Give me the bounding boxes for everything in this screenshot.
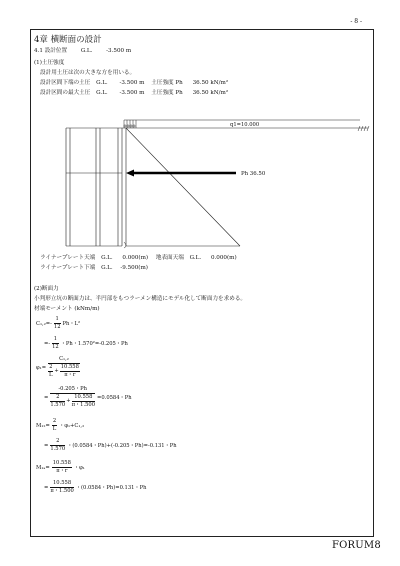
equation-phi1-value: = -0.205・Ph $\frac{2}{1.570}$ + $\frac{10.558}{\pi・1.500}$ =0.0584・Ph <box>44 386 132 408</box>
row-gl: G.L. <box>96 80 108 86</box>
earth-pressure-row <box>40 88 228 96</box>
equation-m12-value: = $\frac{2}{1.570}$ ・(0.0584・Ph)+(-0.205・Ph)=-0.131・Ph <box>44 438 177 452</box>
equation-m12: M₁₂= $\frac{2}{L}$ ・φ₁+C₁,₂ <box>36 418 85 432</box>
moment-heading: 材端モーメント (kNm/m) <box>34 306 100 312</box>
earth-pressure-row <box>40 78 228 86</box>
liner-top-gl: G.L. <box>101 255 113 261</box>
equation-phi1: φ₁= C₁,₂ $\frac{2}{L}$ + $\frac{10.558}{\pi・r}$ <box>36 356 79 378</box>
equation-c12-value: =- $\frac{1}{12}$ ・Ph・1.570²=-0.205・Ph <box>44 336 128 350</box>
section-title: 4.1 設計位置 <box>34 48 68 54</box>
row-gl: G.L. <box>96 90 108 96</box>
surcharge-label: q1=10.000 <box>230 122 260 128</box>
row-depth: -3.500 m <box>119 80 145 86</box>
liner-plate-body <box>66 128 122 246</box>
row-label: 設計区間下端の土圧 <box>40 80 91 86</box>
ground-top-label: 地表面天端 <box>155 255 184 261</box>
earth-pressure-intro: 設計用土圧は次の大きな方を用いる。 <box>40 70 136 76</box>
row-depth: -3.500 m <box>119 90 145 96</box>
ground-top-value: 0.000(m) <box>210 255 237 261</box>
section-gl-value: -3.500 m <box>106 48 132 54</box>
section-gl-label: G.L. <box>80 48 93 54</box>
earth-pressure-diagram <box>60 118 376 250</box>
ground-hatch <box>358 126 369 131</box>
liner-bottom-label: ライナープレート下端 <box>40 265 96 271</box>
liner-bottom-row <box>40 263 148 271</box>
page-number: - 8 - <box>350 18 362 25</box>
section-heading <box>34 46 131 54</box>
equation-m1a: M₁ₐ= $\frac{10.558}{\pi・r}$ ・φ₁ <box>36 460 85 474</box>
equation-m1a-value: = $\frac{10.558}{\pi・1.500}$ ・(0.0584・Ph)=0.131・Ph <box>44 480 147 494</box>
ph-label: Ph 36.50 <box>241 171 266 177</box>
liner-bottom-gl: G.L. <box>101 265 113 271</box>
ph-arrowhead <box>126 170 134 177</box>
pressure-triangle <box>126 128 240 246</box>
section-force-intro: 小判形立坑の断面力は、半円部をもつラーメン構造にモデル化して断面力を求める。 <box>34 296 247 302</box>
footer-brand: FORUM8 <box>332 540 381 551</box>
equation-c12: C₁,₂=- $\frac{1}{12}$ Ph・L² <box>36 316 81 330</box>
earth-pressure-heading: (1)土圧強度 <box>34 60 65 66</box>
liner-bottom-value: -9.500(m) <box>120 265 148 271</box>
row-ph-label: 土圧強度 Ph <box>151 80 183 86</box>
liner-top-value: 0.000(m) <box>122 255 149 261</box>
liner-top-row <box>40 253 237 261</box>
row-ph-value: 36.50 kN/m² <box>192 90 229 96</box>
ground-top-gl: G.L. <box>189 255 202 261</box>
chapter-title: 4章 横断面の設計 <box>34 35 102 45</box>
section-force-heading: (2)断面力 <box>34 286 59 292</box>
row-ph-value: 36.50 kN/m² <box>192 80 229 86</box>
row-label: 設計区間の最大土圧 <box>40 90 91 96</box>
liner-top-label: ライナープレート天端 <box>40 255 96 261</box>
row-ph-label: 土圧強度 Ph <box>151 90 183 96</box>
